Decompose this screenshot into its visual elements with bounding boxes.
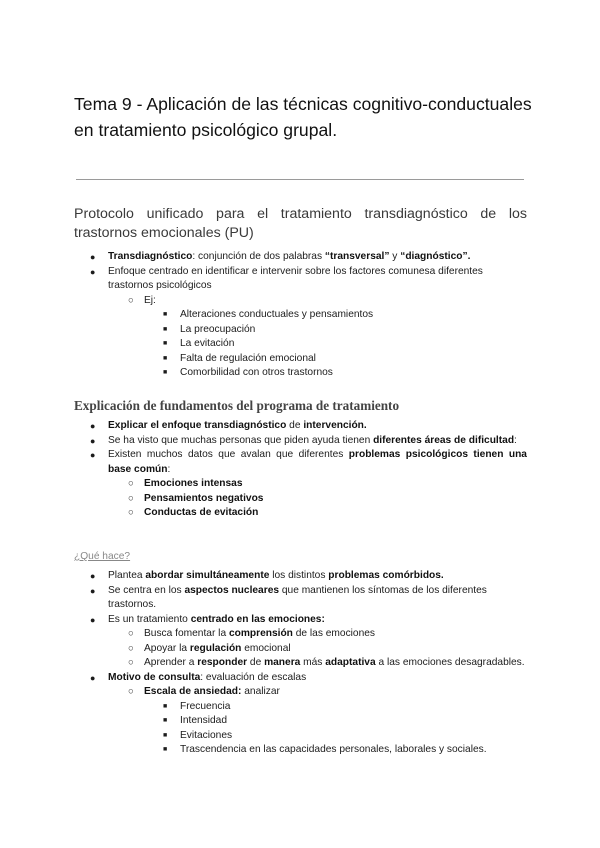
list-item: ■ La preocupación (0, 323, 600, 338)
bullet-disc-icon: ● (90, 421, 96, 431)
section3-list (0, 569, 600, 758)
bullet-square-icon: ■ (163, 311, 168, 318)
bullet-square-icon: ■ (163, 340, 168, 347)
bullet-square-icon: ■ (163, 746, 168, 753)
bullet-square-icon: ■ (163, 702, 168, 710)
list-item: ○ Busca fomentar la comprensión de las emociones (0, 627, 600, 642)
bullet-circle-icon: ○ (128, 478, 134, 489)
list-item: ● Se centra en los aspectos nucleares que mantienen los síntomas de los diferentes trastornos. (90, 584, 487, 610)
list-item: ○ Apoyar la regulación emocional (0, 642, 600, 657)
bullet-circle-icon: ○ (128, 686, 134, 697)
list-item: ■ Intensidad (0, 714, 600, 729)
section-heading-fundamentos: Explicación de fundamentos del programa de tratamiento (74, 398, 400, 413)
list-item: ○ Conductas de evitación (0, 506, 600, 521)
bullet-square-icon: ■ (163, 354, 168, 362)
list-item: ● Existen muchos datos que avalan que diferentes problemas psicológicos tienen una base común: (90, 449, 527, 475)
bullet-square-icon: ■ (163, 369, 168, 376)
section1-list (0, 250, 600, 381)
bullet-circle-icon: ○ (128, 294, 134, 306)
bullet-circle-icon: ○ (128, 628, 134, 639)
list-item: ■ La evitación (0, 337, 600, 352)
bullet-disc-icon: ● (90, 571, 96, 581)
bullet-disc-icon: ● (90, 435, 96, 446)
list-item: ■ Comorbilidad con otros trastornos (0, 366, 600, 381)
bullet-square-icon: ■ (163, 717, 168, 724)
bullet-disc-icon: ● (90, 266, 96, 277)
list-item: ● Transdiagnóstico: conjunción de dos palabras “transversal” y “diagnóstico”. (0, 250, 600, 265)
bullet-circle-icon: ○ (128, 642, 134, 654)
bullet-disc-icon: ● (90, 672, 96, 683)
list-item: ○ Aprender a responder de manera más adaptativa a las emociones desagradables. (0, 656, 600, 671)
bullet-square-icon: ■ (163, 325, 168, 333)
list-item: ● Explicar el enfoque transdiagnóstico de intervención. (0, 419, 600, 434)
list-item: ■ Falta de regulación emocional (0, 352, 600, 367)
list-item: ● Motivo de consulta: evaluación de escalas (0, 671, 600, 686)
section2-list (0, 419, 600, 521)
list-item: ■ Evitaciones (0, 729, 600, 744)
list-item: ● Plantea abordar simultáneamente los distintos problemas comórbidos. (0, 569, 600, 584)
list-item: ○ Ej: (0, 294, 600, 309)
bullet-circle-icon: ○ (128, 492, 134, 504)
list-item: ● Se ha visto que muchas personas que piden ayuda tienen diferentes áreas de dificultad: (0, 434, 600, 449)
title-divider (76, 179, 524, 180)
bullet-circle-icon: ○ (128, 507, 134, 518)
list-item: ■ Trascendencia en las capacidades personales, laborales y sociales. (0, 743, 600, 758)
bullet-disc-icon: ● (90, 450, 96, 460)
page-title: Tema 9 - Aplicación de las técnicas cognitivo-conductuales en tratamiento psicológico grupal. (74, 94, 532, 140)
list-item: ■ Alteraciones conductuales y pensamientos (0, 308, 600, 323)
list-item: ● Enfoque centrado en identificar e intervenir sobre los factores comunesa diferentes trastornos psicológicos (90, 265, 483, 291)
list-item: ● Es un tratamiento centrado en las emociones: (0, 613, 600, 628)
bullet-disc-icon: ● (90, 252, 96, 262)
section-heading-protocolo: Protocolo unificado para el tratamiento transdiagnóstico de los trastornos emocionales (PU) (74, 206, 527, 241)
list-item: ○ Pensamientos negativos (0, 492, 600, 507)
list-item: ○ Emociones intensas (0, 477, 600, 492)
list-item: ■ Frecuencia (0, 700, 600, 715)
list-item: ○ Escala de ansiedad: analizar (0, 685, 600, 700)
que-hace-link[interactable]: ¿Qué hace? (74, 551, 131, 562)
bullet-square-icon: ■ (163, 731, 168, 739)
bullet-circle-icon: ○ (128, 657, 134, 668)
bullet-disc-icon: ● (90, 614, 96, 625)
bullet-disc-icon: ● (90, 585, 96, 596)
